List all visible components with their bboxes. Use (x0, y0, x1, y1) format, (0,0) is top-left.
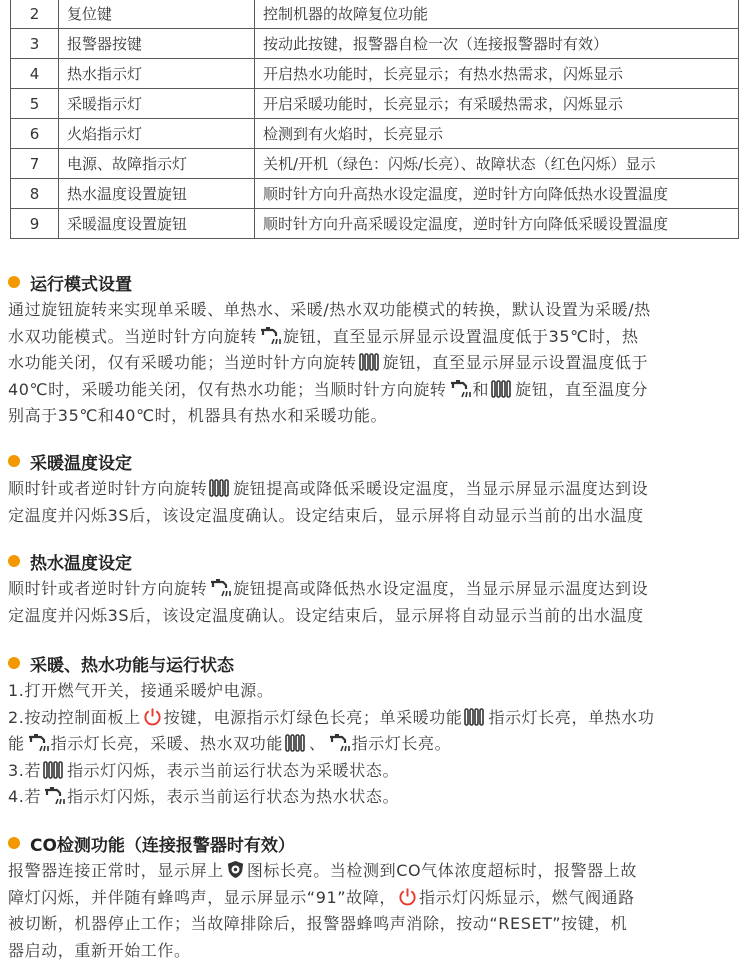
table-row (11, 89, 739, 119)
text-line: 和 (472, 379, 490, 399)
radiator-icon (285, 734, 307, 752)
row-name: 热水指示灯 (59, 59, 255, 89)
text-line: 4.若 (8, 787, 42, 806)
table-row (11, 29, 739, 59)
table-row (11, 179, 739, 209)
row-desc: 控制机器的故障复位功能 (255, 0, 739, 29)
radiator-icon (209, 479, 231, 497)
text-line: 器启动，重新开始工作。 (8, 940, 191, 960)
bullet-icon (8, 276, 20, 288)
faucet-icon (43, 787, 65, 805)
text-line: 旋钮提高或降低采暖设定温度，当显示屏显示温度达到设 (233, 479, 649, 498)
row-number: 7 (11, 149, 59, 179)
section-co (8, 828, 744, 960)
row-desc: 顺时针方向升高采暖设定温度，逆时针方向降低采暖设置温度 (255, 209, 739, 239)
text-line: 指示灯闪烁，表示当前运行状态为热水状态。 (67, 787, 400, 806)
text-line: 顺时针或者逆时针方向旋转 (8, 479, 208, 498)
row-name: 火焰指示灯 (59, 119, 255, 149)
row-desc: 开启采暖功能时，长亮显示；有采暖热需求，闪烁显示 (255, 89, 739, 119)
table-row (11, 0, 739, 29)
row-number: 6 (11, 119, 59, 149)
section-title (8, 828, 744, 858)
section-title (8, 648, 744, 678)
row-name: 电源、故障指示灯 (59, 149, 255, 179)
text-line: 能 (8, 734, 25, 753)
faucet-icon (209, 579, 231, 597)
bullet-icon (8, 657, 20, 669)
row-name: 采暖温度设置旋钮 (59, 209, 255, 239)
text-line: 别高于35℃和40℃时，机器具有热水和采暖功能。 (8, 406, 388, 425)
text-line: 指示灯长亮，单热水功 (488, 707, 655, 727)
text-line: 定温度并闪烁3S后，该设定温度确认。设定结束后，显示屏将自动显示当前的出水温度 (8, 505, 644, 525)
section-title-text: CO检测功能（连接报警器时有效） (30, 835, 295, 856)
power-icon (398, 887, 417, 906)
text-line: 水功能关闭，仅有采暖功能；当逆时针方向旋转 (8, 353, 357, 372)
text-line: 按键，电源指示灯绿色长亮；单采暖功能 (163, 707, 463, 727)
row-name: 采暖指示灯 (59, 89, 255, 119)
co-paragraph (8, 858, 744, 960)
row-name: 热水温度设置旋钮 (59, 179, 255, 209)
text-line: 指示灯长亮。 (351, 734, 452, 753)
hot-water-paragraph (8, 576, 744, 629)
mode-paragraph (8, 297, 744, 430)
radiator-icon (43, 761, 65, 779)
table-row (11, 209, 739, 239)
section-heating (8, 446, 744, 529)
row-desc: 顺时针方向升高热水设定温度，逆时针方向降低热水设置温度 (255, 179, 739, 209)
section-title (8, 546, 744, 576)
text-line: 指示灯闪烁显示，燃气阀通路 (418, 887, 635, 907)
text-line: 40℃时，采暖功能关闭，仅有热水功能；当顺时针方向旋转 (8, 379, 447, 399)
section-title-text: 热水温度设定 (30, 553, 132, 574)
section-status (8, 648, 744, 811)
status-paragraph (8, 678, 744, 811)
row-name: 报警器按键 (59, 29, 255, 59)
text-line: 旋钮，直至温度分 (515, 379, 648, 399)
text-line: 指示灯长亮，采暖、热水双功能 (50, 734, 284, 753)
section-mode (8, 267, 744, 430)
bullet-icon (8, 455, 20, 467)
section-title (8, 267, 744, 297)
text-line: 水双功能模式。当逆时针方向旋转 (8, 326, 258, 346)
text-line: 通过旋钮旋转来实现单采暖、单热水、采暖/热水双功能模式的转换，默认设置为采暖/热 (8, 300, 651, 319)
text-line: 旋钮，直至显示屏显示设置温度低于 (382, 353, 649, 372)
section-title-text: 运行模式设置 (30, 274, 132, 295)
table-row (11, 149, 739, 179)
faucet-icon (259, 327, 281, 345)
text-line: 定温度并闪烁3S后，该设定温度确认。设定结束后，显示屏将自动显示当前的出水温度 (8, 605, 644, 625)
text-line: 3.若 (8, 760, 42, 780)
alarm-icon (226, 860, 245, 879)
power-icon (143, 707, 162, 726)
section-title-text: 采暖、热水功能与运行状态 (30, 655, 234, 676)
row-number: 3 (11, 29, 59, 59)
text-line: 2.按动控制面板上 (8, 707, 141, 727)
text-line: 障灯闪烁，并伴随有蜂鸣声，显示屏显示“91”故障， (8, 887, 396, 907)
row-number: 2 (11, 0, 59, 29)
radiator-icon (491, 380, 513, 398)
heating-paragraph (8, 476, 744, 529)
bullet-icon (8, 555, 20, 567)
row-name: 复位键 (59, 0, 255, 29)
bullet-icon (8, 837, 20, 849)
faucet-icon (27, 734, 49, 752)
table-row (11, 119, 739, 149)
table-row (11, 59, 739, 89)
text-line: 旋钮提高或降低热水设定温度，当显示屏显示温度达到设 (233, 579, 649, 598)
section-hot-water (8, 546, 744, 629)
row-desc: 开启热水功能时，长亮显示；有热水热需求，闪烁显示 (255, 59, 739, 89)
faucet-icon (449, 380, 471, 398)
text-line: 1.打开燃气开关，接通采暖炉电源。 (8, 681, 274, 700)
text-line: 顺时针或者逆时针方向旋转 (8, 579, 208, 598)
row-desc: 按动此按键，报警器自检一次（连接报警器时有效） (255, 29, 739, 59)
section-title (8, 446, 744, 476)
row-desc: 检测到有火焰时，长亮显示 (255, 119, 739, 149)
row-number: 4 (11, 59, 59, 89)
radiator-icon (359, 353, 381, 371)
text-line: 图标长亮。当检测到CO气体浓度超标时，报警器上故 (246, 861, 637, 880)
row-desc: 关机/开机（绿色：闪烁/长亮）、故障状态（红色闪烁）显示 (255, 149, 739, 179)
text-line: 、 (309, 734, 326, 753)
row-number: 5 (11, 89, 59, 119)
control-table (10, 0, 739, 239)
text-line: 被切断，机器停止工作；当故障排除后，报警器蜂鸣声消除，按动“RESET”按键，机 (8, 914, 628, 933)
row-number: 9 (11, 209, 59, 239)
section-title-text: 采暖温度设定 (30, 453, 132, 474)
text-line: 旋钮，直至显示屏显示设置温度低于35℃时，热 (283, 326, 639, 346)
row-number: 8 (11, 179, 59, 209)
text-line: 报警器连接正常时，显示屏上 (8, 861, 224, 880)
faucet-icon (328, 734, 350, 752)
text-line: 指示灯闪烁，表示当前运行状态为采暖状态。 (67, 760, 400, 780)
radiator-icon (464, 708, 486, 726)
